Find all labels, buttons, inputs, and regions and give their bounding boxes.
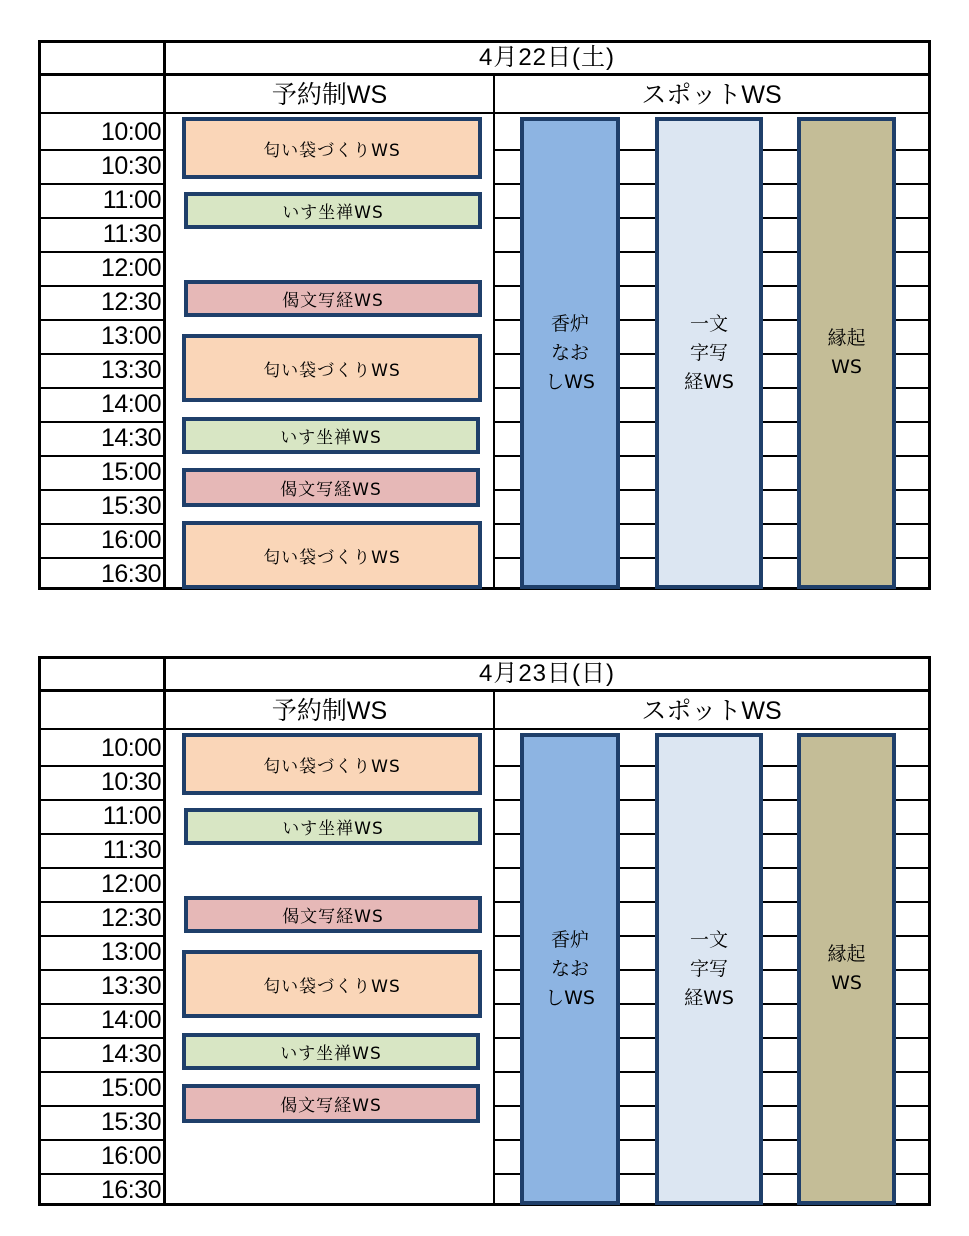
grid-line bbox=[38, 183, 166, 185]
grid-line bbox=[38, 689, 931, 692]
spot-header: スポットWS bbox=[641, 81, 782, 109]
grid-line bbox=[38, 217, 166, 219]
time-label: 13:00 bbox=[100, 322, 161, 350]
reservation-block bbox=[184, 192, 482, 229]
time-label: 11:30 bbox=[102, 220, 161, 248]
reservation-block bbox=[182, 417, 480, 454]
reservation-label: 匂い袋づくりWS bbox=[263, 360, 401, 381]
grid-line bbox=[163, 40, 166, 590]
time-label: 15:30 bbox=[100, 492, 161, 520]
reservation-label: 偈文写経WS bbox=[280, 1096, 382, 1116]
reservation-block bbox=[182, 117, 482, 179]
grid-line bbox=[38, 867, 166, 869]
spot-block bbox=[520, 117, 620, 589]
time-label: 12:30 bbox=[100, 904, 161, 932]
grid-line bbox=[38, 285, 166, 287]
reservation-block bbox=[184, 280, 482, 317]
time-label: 11:00 bbox=[102, 186, 161, 214]
reservation-block bbox=[182, 1084, 480, 1123]
reservation-label: いす坐禅WS bbox=[282, 203, 384, 223]
spot-label: 香炉 なお しWS bbox=[545, 312, 595, 393]
grid-line bbox=[38, 833, 166, 835]
time-label: 15:00 bbox=[100, 1074, 161, 1102]
grid-line bbox=[163, 656, 166, 1206]
grid-line bbox=[38, 73, 931, 76]
grid-line bbox=[38, 455, 166, 457]
reservation-label: いす坐禅WS bbox=[282, 819, 384, 839]
day-title: 4月23日(日) bbox=[478, 660, 616, 687]
time-label: 16:00 bbox=[100, 1142, 161, 1170]
time-label: 12:00 bbox=[100, 870, 161, 898]
grid-line bbox=[38, 149, 166, 151]
spot-block bbox=[655, 117, 763, 589]
reservation-block bbox=[184, 896, 482, 933]
time-label: 14:00 bbox=[100, 390, 161, 418]
grid-line bbox=[38, 1105, 166, 1107]
day-title: 4月22日(土) bbox=[478, 44, 616, 71]
time-label: 13:30 bbox=[100, 356, 161, 384]
reservation-header: 予約制WS bbox=[271, 697, 388, 725]
time-label: 16:30 bbox=[100, 1176, 161, 1204]
spot-header: スポットWS bbox=[641, 697, 782, 725]
reservation-label: いす坐禅WS bbox=[280, 1044, 382, 1064]
reservation-label: 偈文写経WS bbox=[282, 907, 384, 927]
reservation-label: 匂い袋づくりWS bbox=[263, 547, 401, 568]
spot-label: 縁起 WS bbox=[827, 943, 866, 994]
grid-line bbox=[38, 251, 166, 253]
spot-label: 一文 字写 経WS bbox=[684, 312, 734, 393]
spot-block bbox=[797, 733, 896, 1205]
grid-line bbox=[38, 901, 166, 903]
time-label: 10:00 bbox=[100, 734, 161, 762]
grid-line bbox=[38, 421, 166, 423]
reservation-label: 匂い袋づくりWS bbox=[263, 140, 401, 161]
grid-line bbox=[38, 728, 931, 730]
time-label: 11:30 bbox=[102, 836, 161, 864]
grid-line bbox=[38, 935, 166, 937]
reservation-label: 偈文写経WS bbox=[280, 480, 382, 500]
time-label: 10:30 bbox=[100, 152, 161, 180]
grid-line bbox=[38, 112, 931, 114]
time-label: 13:30 bbox=[100, 972, 161, 1000]
reservation-block bbox=[182, 733, 482, 795]
reservation-block bbox=[182, 521, 482, 589]
time-label: 11:00 bbox=[102, 802, 161, 830]
grid-line bbox=[38, 799, 166, 801]
schedule-table-day-2 bbox=[38, 656, 931, 1206]
time-label: 15:00 bbox=[100, 458, 161, 486]
spot-block bbox=[655, 733, 763, 1205]
time-label: 16:30 bbox=[100, 560, 161, 588]
time-label: 12:30 bbox=[100, 288, 161, 316]
spot-label: 縁起 WS bbox=[827, 327, 866, 378]
reservation-label: 匂い袋づくりWS bbox=[263, 756, 401, 777]
grid-line bbox=[38, 387, 166, 389]
spot-label: 香炉 なお しWS bbox=[545, 928, 595, 1009]
schedule-table-day-1 bbox=[38, 40, 931, 590]
time-label: 14:30 bbox=[100, 1040, 161, 1068]
reservation-header: 予約制WS bbox=[271, 81, 388, 109]
time-label: 16:00 bbox=[100, 526, 161, 554]
grid-line bbox=[493, 76, 495, 590]
reservation-block bbox=[182, 1033, 480, 1070]
grid-line bbox=[38, 1071, 166, 1073]
time-label: 14:30 bbox=[100, 424, 161, 452]
reservation-label: 匂い袋づくりWS bbox=[263, 976, 401, 997]
time-label: 10:30 bbox=[100, 768, 161, 796]
grid-line bbox=[38, 557, 166, 559]
spot-block bbox=[520, 733, 620, 1205]
reservation-label: いす坐禅WS bbox=[280, 428, 382, 448]
grid-line bbox=[38, 765, 166, 767]
grid-line bbox=[38, 353, 166, 355]
grid-line bbox=[38, 523, 166, 525]
time-label: 12:00 bbox=[100, 254, 161, 282]
reservation-label: 偈文写経WS bbox=[282, 291, 384, 311]
spot-label: 一文 字写 経WS bbox=[684, 928, 734, 1009]
reservation-block bbox=[182, 468, 480, 507]
reservation-block bbox=[184, 808, 482, 845]
time-label: 14:00 bbox=[100, 1006, 161, 1034]
spot-block bbox=[797, 117, 896, 589]
grid-line bbox=[38, 1003, 166, 1005]
reservation-block bbox=[182, 334, 482, 402]
time-label: 15:30 bbox=[100, 1108, 161, 1136]
grid-line bbox=[38, 489, 166, 491]
grid-line bbox=[493, 692, 495, 1206]
grid-line bbox=[38, 1139, 166, 1141]
grid-line bbox=[38, 319, 166, 321]
time-label: 13:00 bbox=[100, 938, 161, 966]
reservation-block bbox=[182, 950, 482, 1018]
time-label: 10:00 bbox=[100, 118, 161, 146]
grid-line bbox=[38, 1037, 166, 1039]
grid-line bbox=[38, 969, 166, 971]
grid-line bbox=[38, 1173, 166, 1175]
